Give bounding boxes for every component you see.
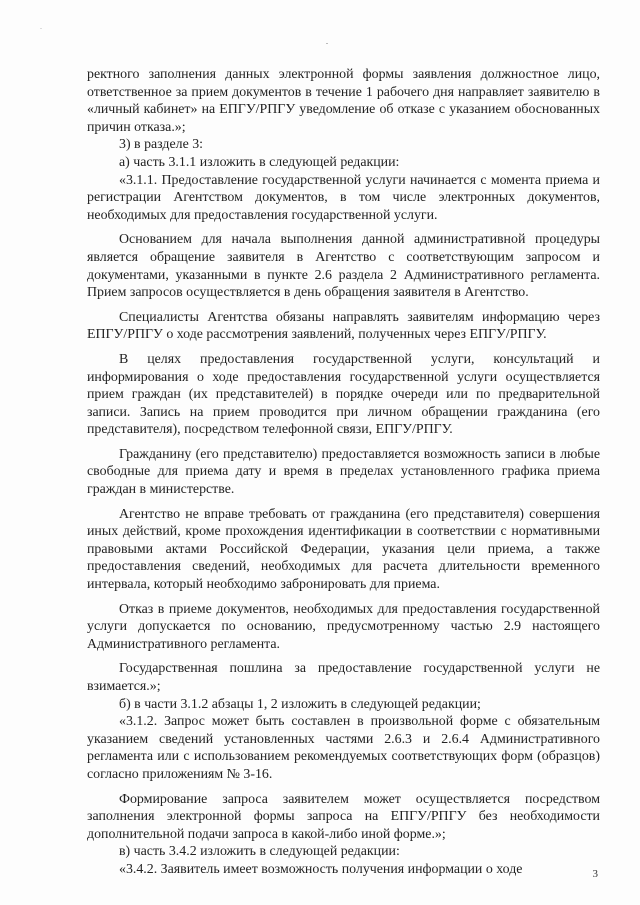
paragraph: В целях предоставления государственной услуги, консультаций и информирования о ходе предоставления государственной услуги осуществляется прием граждан (их представителей) в порядке очереди или по предварительной записи. Запись на прием проводится при личном обращении гражданина (его представителя), посредством телефонной связи, ЕПГУ/РПГУ. [87, 351, 600, 438]
paragraph: б) в части 3.1.2 абзацы 1, 2 изложить в следующей редакции; [119, 696, 481, 712]
paragraph: Специалисты Агентства обязаны направлять заявителям информацию через ЕПГУ/РПГУ о ходе рассмотрения заявлений, полученных через ЕПГУ/РПГУ. [87, 309, 600, 343]
paragraph: Государственная пошлина за предоставление государственной услуги не взимается.»; [87, 661, 600, 694]
scan-speck [326, 43, 328, 44]
paragraph: а) часть 3.1.1 изложить в следующей редакции: [119, 154, 400, 170]
scan-speck [40, 28, 42, 29]
paragraph: «3.4.2. Заявитель имеет возможность получения информации о ходе [119, 861, 523, 877]
paragraph: ректного заполнения данных электронной формы заявления должностное лицо, ответственное за прием документов в течение 1 рабочего дня направляет заявителю в «личный кабинет» на ЕПГУ/РПГУ уведомление об отказе с указанием обоснованных причин отказа.»; [87, 67, 600, 135]
document-body [87, 66, 600, 879]
page-number: 3 [592, 868, 598, 880]
paragraph: 3) в разделе 3: [119, 137, 204, 153]
paragraph: «3.1.2. Запрос может быть составлен в произвольной форме с обязательным указанием сведений установленных частями 2.6.3 и 2.6.4 Административного регламента или с использованием рекомендуемых соответствующих форм (образцов) согласно приложениям № 3-16. [87, 714, 600, 782]
paragraph: в) часть 3.4.2 изложить в следующей редакции: [119, 844, 400, 860]
paragraph: Отказ в приеме документов, необходимых для предоставления государственной услуги допускается по основанию, предусмотренному частью 2.9 настоящего Административного регламента. [87, 601, 600, 652]
paragraph: Агентство не вправе требовать от гражданина (его представителя) совершения иных действий, кроме прохождения идентификации в соответствии с нормативными правовыми актами Российской Федерации, указания цели приема, а также предоставления сведений, необходимых для расчета длительности временного интервала, который необходимо забронировать для приема. [87, 506, 600, 593]
paragraph: «3.1.1. Предоставление государственной услуги начинается с момента приема и регистрации Агентством документов, в том числе электронных документов, необходимых для предоставления государственной услуги. [87, 172, 600, 223]
paragraph: Гражданину (его представителю) предоставляется возможность записи в любые свободные для приема дату и время в пределах установленного графика приема граждан в министерстве. [87, 446, 600, 498]
paragraph: Основанием для начала выполнения данной административной процедуры является обращение заявителя в Агентство с соответствующим запросом и документами, указанными в пункте 2.6 раздела 2 Административного регламента. Прием запросов осуществляется в день обращения заявителя в Агентство. [87, 232, 600, 301]
paragraph: Формирование запроса заявителем может осуществляется посредством заполнения электронной формы запроса на ЕПГУ/РПГУ без необходимости дополнительной подачи запроса в какой-либо иной форме.»; [87, 791, 600, 842]
